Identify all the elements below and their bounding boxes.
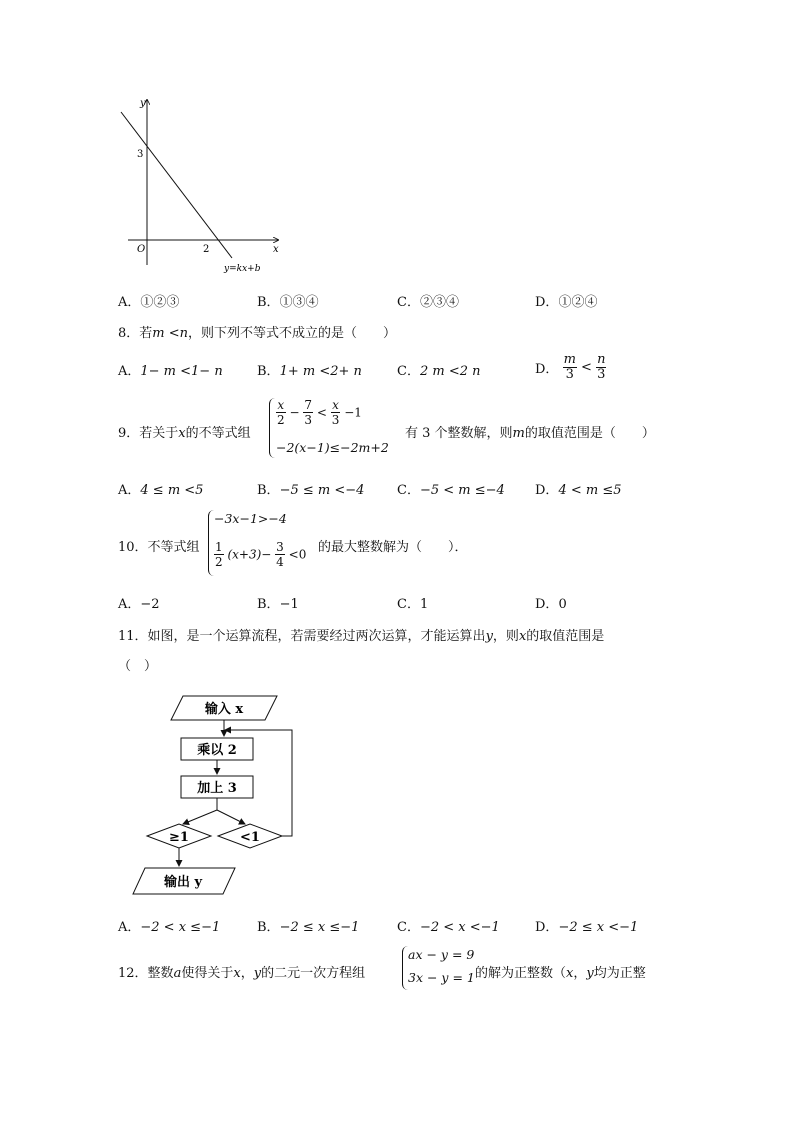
q8-option-a[interactable]: A．1− m <1− n: [118, 364, 223, 379]
q9-option-b[interactable]: B．−5 ≤ m <−4: [257, 483, 365, 498]
q7-option-d[interactable]: D．①②④: [535, 295, 598, 310]
q10-option-b[interactable]: B．−1: [257, 597, 299, 612]
q10-option-c[interactable]: C．1: [397, 597, 429, 612]
q11-stem: 11．如图，是一个运算流程，若需要经过两次运算，才能运算出y，则x的取值范围是: [118, 629, 605, 644]
function-line: [121, 112, 232, 258]
x-intercept-label: 2: [203, 244, 210, 255]
q12-equation-1: ax − y = 9: [408, 947, 475, 962]
q10-inequality-1: −3x−1>−4: [214, 511, 287, 526]
line-equation-label: y=kx+b: [224, 264, 261, 274]
q10-stem-left: 10．不等式组: [118, 540, 200, 555]
flow-cond-ge-label: ≥1: [169, 830, 189, 845]
q11-option-a[interactable]: A．−2 < x ≤−1: [118, 920, 221, 935]
q9-option-c[interactable]: C．−5 < m ≤−4: [397, 483, 505, 498]
q10-option-a[interactable]: A．−2: [118, 597, 160, 612]
flow-cond-lt-label: <1: [240, 830, 260, 845]
q9-option-d[interactable]: D．4 < m ≤5: [535, 483, 622, 498]
q8-option-c[interactable]: C．2 m <2 n: [397, 364, 481, 379]
q9-inequality-1: $\frac{x}{2}$ − $\frac{7}{3}$ < $\frac{x}{3}$ −1: [277, 398, 362, 427]
q9-option-a[interactable]: A．4 ≤ m <5: [118, 483, 204, 498]
q9-stem-left: 9．若关于x的不等式组: [118, 426, 251, 441]
q12-equation-2: 3x − y = 1: [408, 970, 475, 985]
q10-option-d[interactable]: D．0: [535, 597, 567, 612]
q12-stem-left: 12．整数a使得关于x，y的二元一次方程组: [118, 966, 366, 981]
q9-system-brace: [269, 398, 275, 458]
flow-step-multiply-label: 乘以 2: [197, 743, 237, 758]
y-intercept-label: 3: [137, 149, 144, 160]
x-axis-label: x: [273, 244, 279, 255]
q9-inequality-2: −2(x−1)≤−2m+2: [276, 440, 389, 455]
y-axis-label: y: [140, 98, 146, 109]
q8-option-b[interactable]: B．1+ m <2+ n: [257, 364, 362, 379]
q11-option-b[interactable]: B．−2 ≤ x ≤−1: [257, 920, 360, 935]
q11-flowchart: [125, 688, 305, 900]
q7-option-a[interactable]: A．①②③: [118, 295, 180, 310]
linear-function-graph: [100, 90, 300, 280]
q8-option-d[interactable]: D． $\frac{m}{3}$ < $\frac{n}{3}$: [535, 352, 606, 382]
origin-label: O: [137, 244, 146, 255]
q11-option-c[interactable]: C．−2 < x <−1: [397, 920, 500, 935]
q7-option-c[interactable]: C．②③④: [397, 295, 459, 310]
q11-option-d[interactable]: D．−2 ≤ x <−1: [535, 920, 639, 935]
flow-step-add-label: 加上 3: [197, 781, 237, 796]
q10-inequality-2: $\frac{1}{2}$ (x+3)− $\frac{3}{4}$ <0: [215, 540, 307, 569]
q11-stem-line2: （ ）: [118, 659, 158, 674]
q8-stem: 8．若m <n，则下列不等式不成立的是（ ）: [118, 326, 397, 341]
q7-option-b[interactable]: B．①③④: [257, 295, 319, 310]
q10-stem-right: 的最大整数解为（ ）．: [318, 540, 468, 555]
q9-stem-right: 有 3 个整数解，则m的取值范围是（ ）: [405, 426, 655, 441]
q12-stem-right: 的解为正整数（x，y均为正整: [475, 966, 646, 981]
flow-input-label: 输入 x: [204, 702, 244, 717]
flow-output-label: 输出 y: [163, 875, 203, 890]
